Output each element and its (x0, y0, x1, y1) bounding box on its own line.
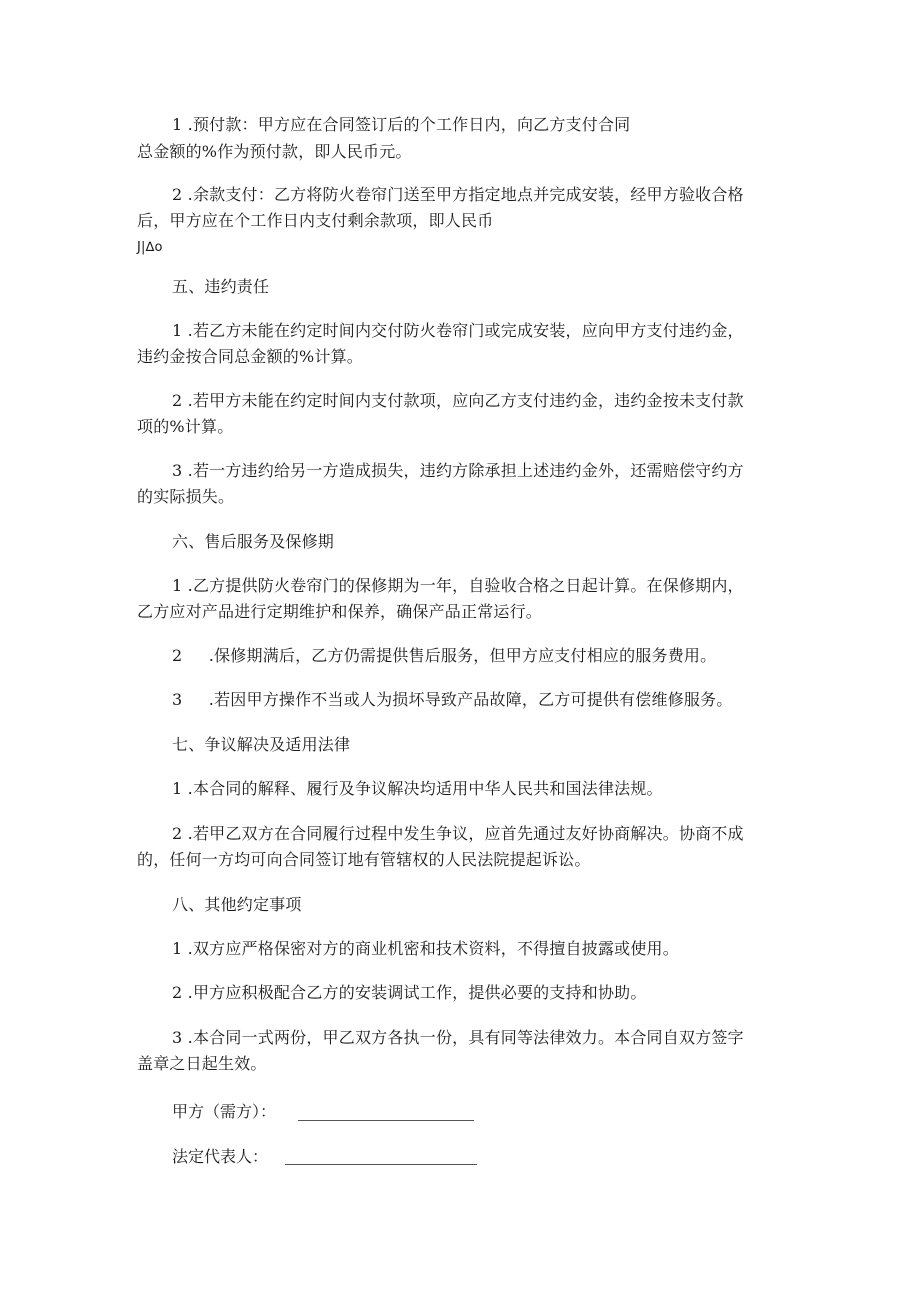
party-a-signature-line (298, 1120, 474, 1121)
garbled-text: J|∆o (137, 240, 163, 255)
clause-7-1: 1 .本合同的解释、履行及争议解决均适用中华人民共和国法律法规。 (172, 779, 663, 798)
clause-5-1-line-1: 1 .若乙方未能在约定时间内交付防火卷帘门或完成安装，应向甲方支付违约金， (172, 321, 744, 340)
clause-4-1-line-2: 总金额的%作为预付款，即人民币元。 (137, 142, 412, 161)
clause-7-2-line-1: 2 .若甲乙双方在合同履行过程中发生争议，应首先通过友好协商解决。协商不成 (172, 824, 744, 843)
section-6-heading: 六、售后服务及保修期 (172, 532, 335, 551)
clause-5-2-line-2: 项的%计算。 (137, 417, 234, 436)
section-7-heading: 七、争议解决及适用法律 (172, 735, 351, 754)
clause-8-3-line-1: 3 .本合同一式两份，甲乙双方各执一份，具有同等法律效力。本合同自双方签字 (172, 1028, 744, 1047)
clause-4-1-line-1: 1 .预付款：甲方应在合同签订后的个工作日内，向乙方支付合同 (172, 115, 631, 134)
clause-4-2-line-2: 后，甲方应在个工作日内支付剩余款项，即人民币 (137, 211, 494, 230)
clause-7-2-line-2: 的，任何一方均可向合同签订地有管辖权的人民法院提起诉讼。 (137, 850, 591, 869)
clause-8-2: 2 .甲方应积极配合乙方的安装调试工作，提供必要的支持和协助。 (172, 983, 647, 1002)
clause-6-1-line-1: 1 .乙方提供防火卷帘门的保修期为一年，自验收合格之日起计算。在保修期内， (172, 576, 744, 595)
section-5-heading: 五、违约责任 (172, 277, 270, 296)
clause-4-2-line-1: 2 .余款支付：乙方将防火卷帘门送至甲方指定地点并完成安装，经甲方验收合格 (172, 185, 744, 204)
clause-6-1-line-2: 乙方应对产品进行定期维护和保养，确保产品正常运行。 (137, 602, 543, 621)
clause-5-3-line-2: 的实际损失。 (137, 487, 235, 506)
clause-5-3-line-1: 3 .若一方违约给另一方造成损失，违约方除承担上述违约金外，还需赔偿守约方 (172, 461, 744, 480)
clause-8-3-line-2: 盖章之日起生效。 (137, 1054, 267, 1073)
clause-6-2: 2 .保修期满后，乙方仍需提供售后服务，但甲方应支付相应的服务费用。 (172, 646, 717, 665)
clause-5-2-line-1: 2 .若甲方未能在约定时间内支付款项，应向乙方支付违约金，违约金按未支付款 (172, 391, 744, 410)
representative-signature-line (285, 1164, 477, 1165)
party-a-label: 甲方（需方）： (172, 1102, 277, 1121)
clause-8-1: 1 .双方应严格保密对方的商业机密和技术资料，不得擅自披露或使用。 (172, 939, 679, 958)
representative-label: 法定代表人： (172, 1147, 269, 1166)
section-8-heading: 八、其他约定事项 (172, 895, 302, 914)
clause-6-3: 3 .若因甲方操作不当或人为损坏导致产品故障，乙方可提供有偿维修服务。 (172, 690, 733, 709)
clause-5-1-line-2: 违约金按合同总金额的%计算。 (137, 347, 364, 366)
